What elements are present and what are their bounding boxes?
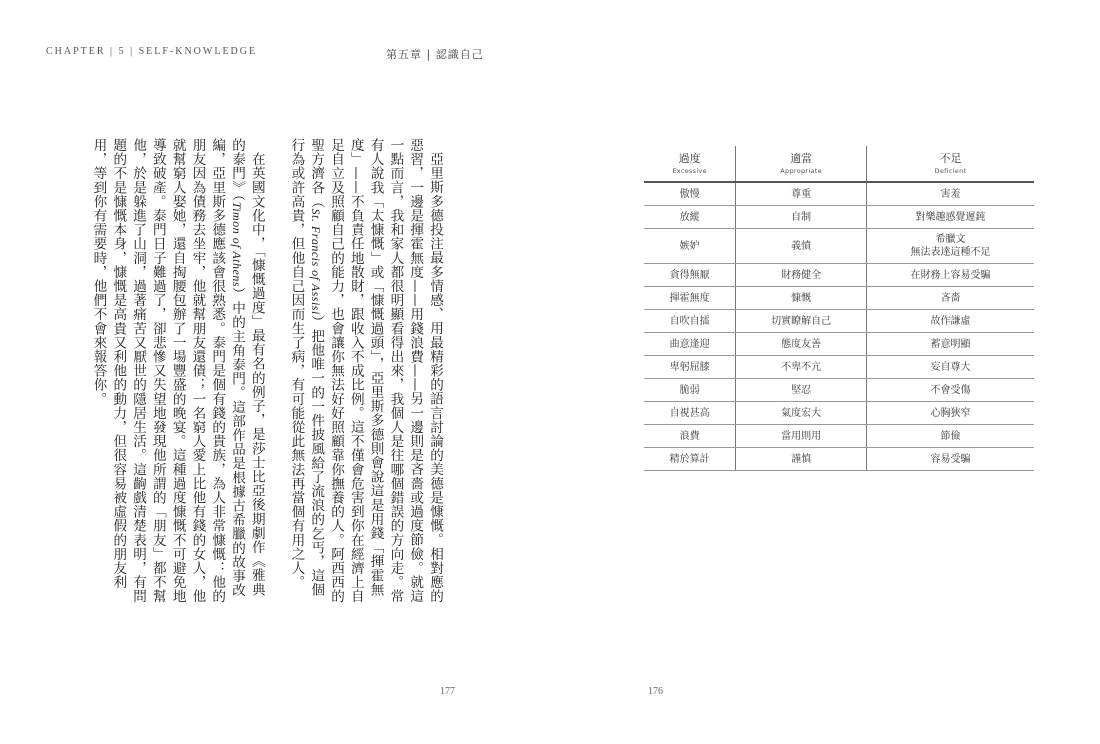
header-label-en: Appropriate: [780, 167, 822, 175]
cell-excessive: 脆弱: [644, 379, 736, 402]
table-row: [644, 287, 1034, 310]
paragraph-timon: [88, 138, 266, 608]
cell-excessive: 精於算計: [644, 448, 736, 471]
table-row: [644, 182, 1034, 206]
virtues-table: [644, 146, 1034, 471]
cell-appropriate: 當用則用: [736, 425, 867, 448]
cell-appropriate: 謹慎: [736, 448, 867, 471]
cell-deficient: 不會受傷: [866, 379, 1034, 402]
cell-deficient: 妄自尊大: [866, 356, 1034, 379]
table-row: [644, 425, 1034, 448]
latin-name: St. Francis of Assisi: [309, 208, 324, 315]
table-row: [644, 379, 1034, 402]
cell-appropriate: 氣度宏大: [736, 402, 867, 425]
cell-deficient: 容易受騙: [866, 448, 1034, 471]
cell-excessive: 放縱: [644, 206, 736, 229]
paragraph-text: 在英國文化中，「慷慨過度」最有名的例子，是莎士比亞後期劇作《雅典的泰門》（: [229, 138, 265, 596]
table-row: [644, 310, 1034, 333]
cell-excessive: 傲慢: [644, 182, 736, 206]
table-row: [644, 448, 1034, 471]
cell-excessive: 曲意逢迎: [644, 333, 736, 356]
page-number-left: 177: [440, 686, 455, 697]
cell-excessive: 嫉妒: [644, 229, 736, 264]
paragraph-text: ）中的主角泰門。這部作品是根據古希臘的故事改編，亞里斯多德應該會很熟悉。泰門是個有錢的貴族，為人非常慷慨：他的朋友因為債務去坐牢，他就幫朋友還債；一名窮人愛上比他有錢的女人，他就幫窮人娶她，還自掏腰包辦了一場豐盛的晚宴。這種過度慷慨不可避免地導致破產。泰門日子難過了，卻悲慘又失望地發現他所謂的「朋友」都不幫他，於是躲進了山洞，過著痛苦又厭世的隱居生活。這齣戲清楚表明，有問題的不是慷慨本身，慷慨是高貴又利他的動力，但很容易被虛假的朋友利用，等到你有需要時，他們不會來報答你。: [90, 138, 246, 604]
vertical-body-text: [68, 138, 444, 608]
cell-appropriate: 態度友善: [736, 333, 867, 356]
running-head-chapter: CHAPTER | 5 | SELF-KNOWLEDGE: [46, 46, 258, 57]
cell-excessive: 揮霍無度: [644, 287, 736, 310]
cell-appropriate: 尊重: [736, 182, 867, 206]
running-head-chapter-title: 第五章 | 認識自己: [386, 48, 484, 61]
header-deficient: [866, 146, 1034, 182]
header-label-zh: 過度: [678, 152, 701, 165]
cell-line: 希臘文: [935, 234, 966, 245]
cell-appropriate: 義憤: [736, 229, 867, 264]
header-label-zh: 不足: [939, 152, 962, 165]
header-label-en: Deficient: [934, 167, 967, 175]
cell-deficient: 在財務上容易受騙: [866, 264, 1034, 287]
header-excessive: [644, 146, 736, 182]
cell-deficient: 故作謙虛: [866, 310, 1034, 333]
cell-excessive: 浪費: [644, 425, 736, 448]
cell-deficient: 害羞: [866, 182, 1034, 206]
cell-deficient: 節儉: [866, 425, 1034, 448]
header-label-zh: 適當: [790, 152, 813, 165]
cell-deficient: 對樂趣感覺遲鈍: [866, 206, 1034, 229]
cell-excessive: 自吹自擂: [644, 310, 736, 333]
cell-deficient: 吝嗇: [866, 287, 1034, 310]
cell-appropriate: 不卑不亢: [736, 356, 867, 379]
cell-appropriate: 財務健全: [736, 264, 867, 287]
paragraph-generosity: [286, 138, 444, 608]
cell-excessive: 卑躬屈膝: [644, 356, 736, 379]
table-header-row: [644, 146, 1034, 182]
latin-title: Timon of Athens: [230, 201, 245, 287]
table-row: [644, 333, 1034, 356]
table-row: [644, 206, 1034, 229]
cell-deficient: [866, 229, 1034, 264]
cell-excessive: 自視甚高: [644, 402, 736, 425]
cell-appropriate: 堅忍: [736, 379, 867, 402]
table-row: [644, 264, 1034, 287]
cell-appropriate: 切實瞭解自己: [736, 310, 867, 333]
header-appropriate: [736, 146, 867, 182]
cell-appropriate: 慷慨: [736, 287, 867, 310]
paragraph-text: ）把他唯一的一件披風給了流浪的乞丐，這個行為或許高貴，但他自己因而生了病，有可能從此無法再當個有用之人。: [288, 138, 325, 597]
table-row: [644, 402, 1034, 425]
table-row: [644, 229, 1034, 264]
header-label-en: Excessive: [672, 167, 707, 175]
cell-excessive: 貪得無厭: [644, 264, 736, 287]
page-number-right: 176: [648, 686, 663, 697]
cell-deficient: 蓄意明顯: [866, 333, 1034, 356]
cell-appropriate: 自制: [736, 206, 867, 229]
cell-line: 無法表達這種不足: [910, 247, 991, 258]
cell-deficient: 心胸狹窄: [866, 402, 1034, 425]
table-row: [644, 356, 1034, 379]
paragraph-text: 亞里斯多德投注最多情感、用最精彩的語言討論的美德是慷慨。相對應的惡習，一邊是揮霍無度——用錢浪費——另一邊則是吝嗇或過度節儉。就這一點而言，我和家人都很明顯看得出來，我個人是往哪個錯誤的方向走。常有人說我「太慷慨」或「慷慨過頭」，亞里斯多德則會說這是用錢「揮霍無度」——不負責任地散財，跟收入不成比例。這不僅會危害到你在經濟上自足自立及照顧自己的能力，也會讓你無法好好照顧靠你撫養的人。阿西西的聖方濟各（: [308, 138, 443, 604]
